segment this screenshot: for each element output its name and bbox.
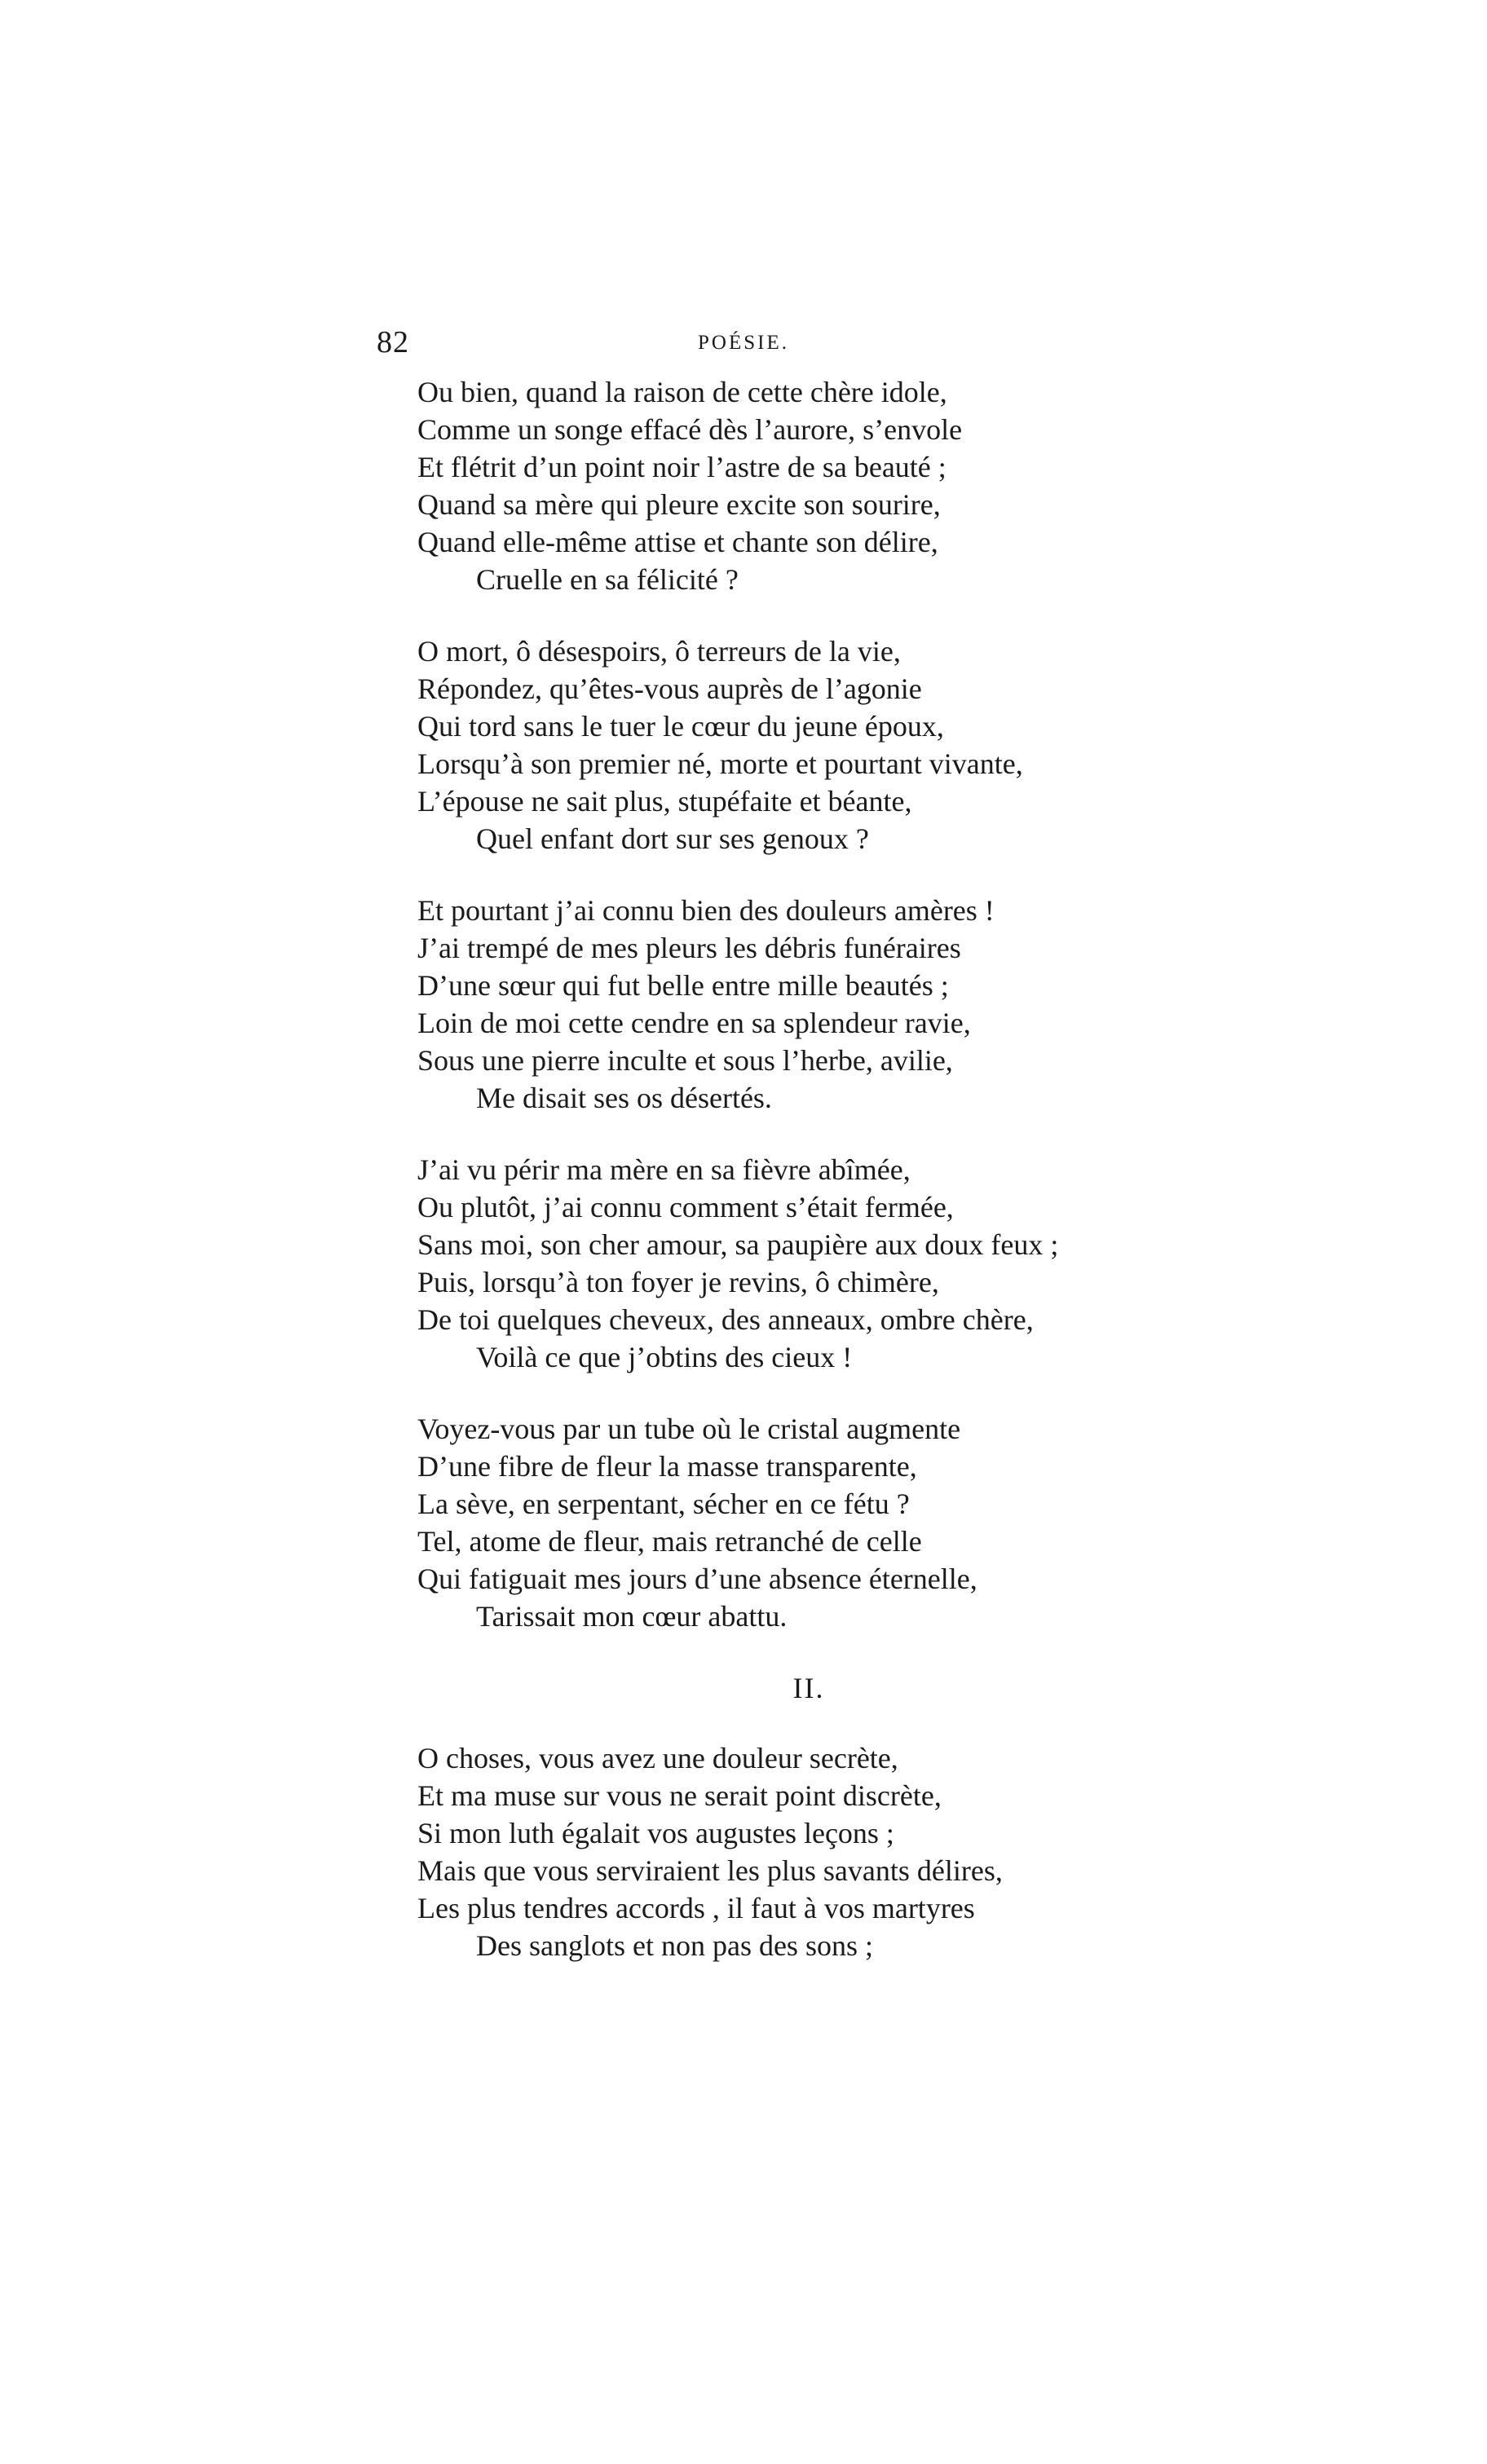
running-title: POÉSIE. <box>698 332 789 354</box>
verse-line: Ou plutôt, j’ai connu comment s’était fermée, <box>417 1191 954 1223</box>
verse-line: Voyez-vous par un tube où le cristal augmente <box>417 1413 961 1445</box>
verse-line: Et ma muse sur vous ne serait point discrète, <box>417 1779 942 1812</box>
verse-line: Quand sa mère qui pleure excite son sourire, <box>417 488 941 521</box>
verse-line: La sève, en serpentant, sécher en ce fétu ? <box>417 1488 910 1520</box>
verse-line: Tel, atome de fleur, mais retranché de celle <box>417 1525 922 1558</box>
verse-line: Puis, lorsqu’à ton foyer je revins, ô chimère, <box>417 1266 939 1298</box>
verse-line: Mais que vous serviraient les plus savants délires, <box>417 1854 1003 1887</box>
stanza <box>417 1739 1233 1964</box>
verse-line: Ou bien, quand la raison de cette chère idole, <box>417 376 947 408</box>
verse-line: Qui tord sans le tuer le cœur du jeune époux, <box>417 710 944 743</box>
verse-line-indented: Voilà ce que j’obtins des cieux ! <box>476 1341 853 1373</box>
verse-line: Comme un songe effacé dès l’aurore, s’envole <box>417 413 963 446</box>
verse-line: Qui fatiguait mes jours d’une absence éternelle, <box>417 1563 977 1595</box>
verse-line: Quand elle-même attise et chante son délire, <box>417 526 938 558</box>
section-heading: II. <box>792 1672 825 1704</box>
verse-line: O mort, ô désespoirs, ô terreurs de la vie, <box>417 635 901 668</box>
verse-line: Sous une pierre inculte et sous l’herbe, avilie, <box>417 1044 953 1077</box>
verse-line: Et pourtant j’ai connu bien des douleurs amères ! <box>417 894 995 927</box>
verse-line-indented: Tarissait mon cœur abattu. <box>476 1600 788 1633</box>
verse-line: Sans moi, son cher amour, sa paupière aux doux feux ; <box>417 1228 1059 1261</box>
verse-line: Répondez, qu’êtes-vous auprès de l’agonie <box>417 672 922 705</box>
verse-line: D’une fibre de fleur la masse transparente, <box>417 1450 917 1483</box>
verse-line: Lorsqu’à son premier né, morte et pourtant vivante, <box>417 747 1023 780</box>
verse-line: Si mon luth égalait vos augustes leçons ; <box>417 1817 894 1849</box>
stanza <box>417 373 1233 598</box>
verse-line: De toi quelques cheveux, des anneaux, ombre chère, <box>417 1303 1034 1336</box>
page-number: 82 <box>377 325 409 359</box>
poem-body <box>417 373 1233 1999</box>
verse-line-indented: Cruelle en sa félicité ? <box>476 563 739 596</box>
stanza <box>417 1410 1233 1635</box>
verse-line: Les plus tendres accords , il faut à vos martyres <box>417 1892 975 1924</box>
verse-line-indented: Des sanglots et non pas des sons ; <box>476 1929 873 1962</box>
verse-line: Loin de moi cette cendre en sa splendeur ravie, <box>417 1007 971 1039</box>
stanza <box>417 1151 1233 1376</box>
stanza <box>417 633 1233 857</box>
verse-line-indented: Me disait ses os désertés. <box>476 1082 772 1114</box>
verse-line: O choses, vous avez une douleur secrète, <box>417 1742 898 1774</box>
stanza <box>417 892 1233 1117</box>
verse-line-indented: Quel enfant dort sur ses genoux ? <box>476 822 869 855</box>
verse-line: J’ai trempé de mes pleurs les débris funéraires <box>417 932 961 964</box>
verse-line: D’une sœur qui fut belle entre mille beautés ; <box>417 969 949 1002</box>
verse-line: Et flétrit d’un point noir l’astre de sa beauté ; <box>417 451 946 483</box>
verse-line: L’épouse ne sait plus, stupéfaite et béante, <box>417 785 912 818</box>
verse-line: J’ai vu périr ma mère en sa fièvre abîmée, <box>417 1153 911 1186</box>
